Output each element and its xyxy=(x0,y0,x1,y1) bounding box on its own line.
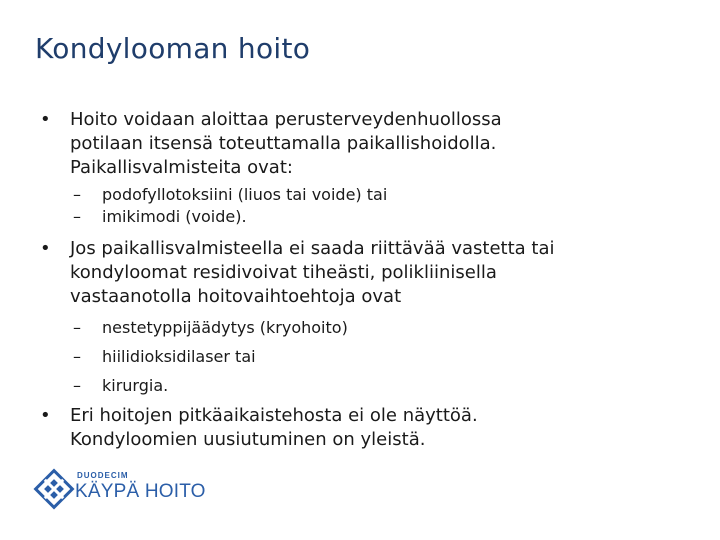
bullet-item xyxy=(40,404,690,452)
sub-item xyxy=(73,342,682,371)
bullet-line: vastaanotolla hoitovaihtoehtoja ovat xyxy=(70,286,402,307)
dash-icon: – xyxy=(73,376,81,395)
dash-icon: – xyxy=(73,207,81,226)
bullet-line: Eri hoitojen pitkäaikaistehosta ei ole näyttöä. xyxy=(70,405,478,426)
sub-item-text: kirurgia. xyxy=(102,376,169,395)
slide-content xyxy=(0,108,720,452)
bullet-dot-icon: • xyxy=(40,405,51,426)
sub-item-text: nestetyppijäädytys (kryohoito) xyxy=(102,318,348,337)
dash-icon: – xyxy=(73,185,81,204)
logo-small-text: DUODECIM xyxy=(77,471,129,480)
sub-list xyxy=(0,184,720,228)
sub-item-text: imikimodi (voide). xyxy=(102,207,247,226)
sub-item xyxy=(73,371,682,400)
bullet-line: Hoito voidaan aloittaa perusterveydenhuollossa xyxy=(70,109,502,130)
bullet-item xyxy=(40,237,690,309)
sub-item xyxy=(73,184,682,206)
kaypa-hoito-logo xyxy=(33,468,206,512)
slide-title: Kondylooman hoito xyxy=(35,32,311,65)
sub-item xyxy=(73,313,682,342)
bullet-line: Jos paikallisvalmisteella ei saada riittävää vastetta tai xyxy=(70,238,555,259)
sub-item-text: hiilidioksidilaser tai xyxy=(102,347,256,366)
diamond-logo-icon xyxy=(33,468,75,510)
bullet-line: potilaan itsensä toteuttamalla paikallishoidolla. xyxy=(70,133,497,154)
sub-item xyxy=(73,206,682,228)
sub-item-text: podofyllotoksiini (liuos tai voide) tai xyxy=(102,185,388,204)
bullet-line: Paikallisvalmisteita ovat: xyxy=(70,157,293,178)
sub-list xyxy=(0,313,720,400)
logo-big-text: KÄYPÄ HOITO xyxy=(75,481,206,502)
dash-icon: – xyxy=(73,347,81,366)
bullet-line: Kondyloomien uusiutuminen on yleistä. xyxy=(70,429,426,450)
bullet-dot-icon: • xyxy=(40,238,51,259)
bullet-dot-icon: • xyxy=(40,109,51,130)
bullet-item xyxy=(40,108,690,180)
dash-icon: – xyxy=(73,318,81,337)
bullet-line: kondyloomat residivoivat tiheästi, polikliinisella xyxy=(70,262,497,283)
